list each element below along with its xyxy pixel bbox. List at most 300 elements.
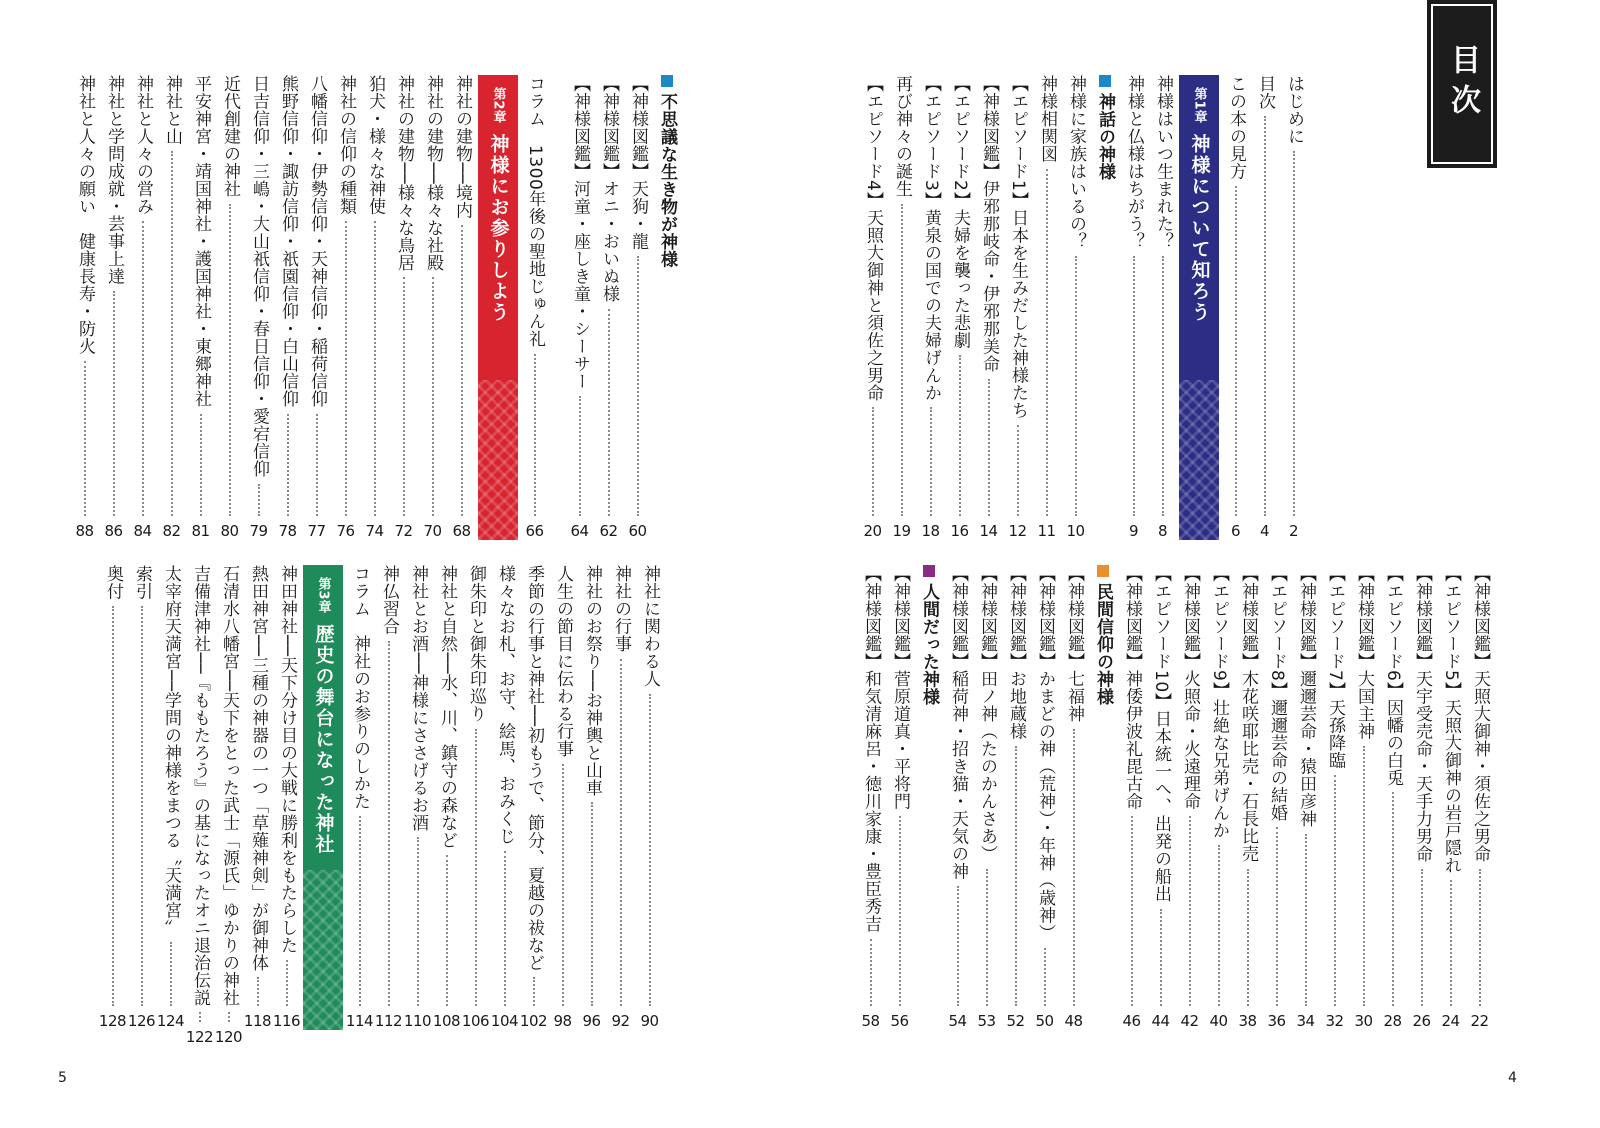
leader-dots [637,256,639,516]
toc-entry-page: 14 [979,522,998,540]
leader-dots [258,484,260,517]
toc-entry[interactable] [972,565,1001,1030]
toc-entry-title: 神社と学問成就・芸事上達 [104,75,124,285]
toc-entry[interactable] [1233,565,1262,1030]
toc-entry[interactable] [1175,565,1204,1030]
toc-entry-page: 114 [345,1012,374,1030]
page-number-right: 4 [1508,1070,1517,1086]
chapter-title: 歴史の舞台になった神社 [312,623,335,855]
toc-entry-page: 118 [243,1012,272,1030]
toc-block-right-top [858,75,1308,540]
toc-entry-title: 神社と人々の願い 健康長寿・防火 [75,75,95,355]
toc-entry-title: 【神様図鑑】天照大御神・須佐之男命 [1470,565,1490,863]
leader-dots [1363,746,1365,1006]
leader-dots [1131,816,1133,1006]
leader-dots [141,606,143,1006]
toc-entry-title: 【エピソード9】壮絶な兄弟げんか [1209,565,1229,839]
toc-entry-page: 126 [127,1012,156,1030]
toc-entry-page: 82 [162,522,181,540]
toc-entry-page: 10 [1066,522,1085,540]
leader-dots [1133,256,1135,516]
toc-entry-title: コラム 1300年後の聖地じゅん礼 [525,75,545,348]
toc-entry[interactable] [273,75,302,540]
toc-entry[interactable] [1146,565,1175,1030]
toc-entry-page: 40 [1209,1012,1228,1030]
toc-entry-title: 目次 [1255,75,1275,110]
toc-entry[interactable] [1279,75,1308,540]
section-title: 人間だった神様 [919,583,939,706]
toc-entry-title: 【神様図鑑】菅原道真・平将門 [890,565,910,810]
leader-dots [1162,256,1164,516]
toc-entry-page: 58 [861,1012,880,1030]
leader-dots [1189,816,1191,1006]
toc-entry-title: 神社と人々の営み [133,75,153,215]
toc-entry-title: 奥付 [103,565,123,600]
toc-entry-page: 122 [185,1028,214,1047]
toc-entry-title: 神田神社──天下分け目の大戦に勝利をもたらした [277,565,297,954]
toc-entry-title: 神社の行事 [611,565,631,653]
leader-dots [1392,792,1394,1006]
toc-entry-title: 太宰府天満宮──学問の神様をまつる〝天満宮〟 [161,565,181,937]
toc-entry[interactable] [490,565,519,1030]
chapter-number: 第1章 [1191,87,1207,124]
toc-entry[interactable] [1465,565,1494,1030]
chapter-banner[interactable] [1177,75,1221,540]
leader-dots [417,837,419,1006]
leader-dots [870,939,872,1007]
leader-dots [1017,425,1019,516]
toc-entry[interactable] [520,75,549,540]
toc-entry-page: 34 [1296,1012,1315,1030]
leader-dots [1075,256,1077,516]
toc-entry[interactable] [331,75,360,540]
leader-dots [170,942,172,1006]
toc-entry[interactable] [1250,75,1279,540]
leader-dots [461,225,463,516]
toc-entry-page: 56 [890,1012,909,1030]
toc-entry[interactable] [70,75,99,540]
toc-entry[interactable] [1148,75,1177,540]
leader-dots [1305,834,1307,1007]
leader-dots [957,886,959,1006]
leader-dots [287,414,289,517]
toc-entry[interactable] [1262,565,1291,1030]
section-marker-icon [923,565,935,577]
toc-entry-page: 54 [948,1012,967,1030]
toc-entry-page: 70 [423,522,442,540]
toc-entry-title: 【エピソード6】因幡の白兎 [1383,565,1403,787]
section-heading [1088,565,1117,1030]
toc-entry-title: 【神様図鑑】田ノ神（たのかんさあ） [977,565,997,863]
toc-entry-page: 80 [220,522,239,540]
toc-entry[interactable] [302,75,331,540]
section-heading [1090,75,1119,540]
section-heading [914,565,943,1030]
toc-entry-page: 124 [156,1012,185,1030]
toc-entry-page: 116 [272,1012,301,1030]
toc-entry[interactable] [635,565,664,1030]
toc-entry-title: 索引 [132,565,152,600]
toc-entry-title: 日吉信仰・三嶋・大山祇信仰・春日信仰・愛宕信仰 [249,75,269,478]
section-title: 不思議な生き物が神様 [657,93,677,268]
toc-entry-page: 50 [1035,1012,1054,1030]
toc-entry[interactable] [272,565,301,1030]
toc-entry-title: 狛犬・様々な神使 [365,75,385,215]
toc-entry-title: 再び神々の誕生 [892,75,912,198]
toc-entry-title: 平安神宮・靖国神社・護国神社・東郷神社 [191,75,211,408]
toc-entry[interactable] [418,75,447,540]
toc-entry[interactable] [243,565,272,1030]
toc-entry[interactable] [887,75,916,540]
toc-entry[interactable] [244,75,273,540]
leader-dots [200,414,202,517]
toc-entry-title: 【エピソード2】夫婦を襲った悲劇 [950,75,970,349]
chapter-banner[interactable] [476,75,520,540]
section-title: 民間信仰の神様 [1093,583,1113,706]
leader-dots [608,309,610,517]
toc-entry-title: 近代創建の神社 [220,75,240,198]
leader-dots [591,802,593,1006]
toc-entry-title: 神様と仏様はちがう？ [1124,75,1144,250]
toc-entry[interactable] [1436,565,1465,1030]
leader-dots [534,354,536,516]
toc-entry-page: 32 [1325,1012,1344,1030]
toc-entry[interactable] [215,75,244,540]
toc-entry-page: 62 [599,522,618,540]
toc-entry[interactable] [858,75,887,540]
toc-entry-page: 98 [553,1012,572,1030]
right-page [800,0,1600,1128]
toc-entry-page: 84 [133,522,152,540]
toc-entry-title: 神社と山 [162,75,182,145]
toc-entry[interactable] [606,565,635,1030]
leader-dots [229,204,231,517]
toc-entry[interactable] [128,75,157,540]
section-marker-icon [661,75,673,87]
toc-entry[interactable] [623,75,652,540]
toc-entry[interactable] [1291,565,1320,1030]
leader-dots [959,355,961,516]
section-marker-icon [1099,75,1111,87]
section-marker-icon [1097,565,1109,577]
toc-entry[interactable] [519,565,548,1030]
toc-entry-title: 【エピソード5】天照大御神の岩戸隠れ [1441,565,1461,874]
toc-entry-page: 90 [640,1012,659,1030]
leader-dots [562,764,564,1007]
leader-dots [1450,880,1452,1006]
toc-entry-title: はじめに [1284,75,1304,145]
toc-entry[interactable] [1001,565,1030,1030]
chapter-number: 第3章 [315,577,331,614]
toc-entry[interactable] [885,565,914,1030]
toc-entry-page: 19 [892,522,911,540]
leader-dots [1264,116,1266,516]
toc-entry-page: 112 [374,1012,403,1030]
toc-entry[interactable] [374,565,403,1030]
toc-entry-title: 【エピソード4】天照大御神と須佐之男命 [863,75,883,402]
toc-entry[interactable] [360,75,389,540]
page-number-left: 5 [58,1070,67,1086]
toc-entry-page: 2 [1288,522,1299,540]
toc-entry-title: 【エピソード1】日本を生みだした神様たち [1008,75,1028,419]
toc-entry-title: 神社の建物──様々な社殿 [423,75,443,272]
leader-dots [286,960,288,1006]
leader-dots [899,816,901,1006]
toc-entry-page: 26 [1412,1012,1431,1030]
toc-entry-title: 人生の節目に伝わる行事 [553,565,573,758]
toc-entry-title: 神社と自然──水、川、鎮守の森など [437,565,457,849]
toc-entry-page: 8 [1157,522,1168,540]
leader-dots [1479,869,1481,1007]
banner-pattern [478,380,518,540]
toc-entry-page: 60 [628,522,647,540]
toc-entry[interactable] [1204,565,1233,1030]
toc-entry-title: 【エピソード3】黄泉の国での夫婦げんか [921,75,941,402]
section-title: 神話の神様 [1095,93,1115,181]
toc-entry-title: 【神様図鑑】かまどの神（荒神）・年神（歳神） [1035,565,1055,942]
leader-dots [986,869,988,1007]
toc-entry-title: 神様に家族はいるの？ [1066,75,1086,250]
toc-entry-page: 128 [98,1012,127,1030]
toc-entry[interactable] [345,565,374,1030]
leader-dots [1073,729,1075,1007]
toc-block-right-bottom [856,565,1494,1030]
leader-dots [620,659,622,1007]
toc-entry-page: 36 [1267,1012,1286,1030]
toc-entry-page: 42 [1180,1012,1199,1030]
toc-entry-page: 106 [461,1012,490,1030]
toc-entry-page: 11 [1037,522,1056,540]
leader-dots [403,277,405,516]
chapter-title: 神様について知ろう [1188,133,1211,323]
toc-entry-page: 108 [432,1012,461,1030]
toc-entry[interactable] [1221,75,1250,540]
toc-entry-title: 【神様図鑑】伊邪那岐命・伊邪那美命 [979,75,999,373]
toc-entry[interactable] [1061,75,1090,540]
leader-dots [316,414,318,517]
toc-entry-title: 【神様図鑑】火照命・火遠理命 [1180,565,1200,810]
toc-entry[interactable] [856,565,885,1030]
toc-entry[interactable] [461,565,490,1030]
toc-entry-page: 30 [1354,1012,1373,1030]
toc-entry-page: 46 [1122,1012,1141,1030]
toc-entry-title: 【神様図鑑】七福神 [1064,565,1084,723]
toc-entry[interactable] [577,565,606,1030]
toc-entry-page: 72 [394,522,413,540]
toc-entry[interactable] [157,75,186,540]
toc-entry-page: 81 [191,522,210,540]
leader-dots [533,977,535,1006]
toc-entry-page: 16 [950,522,969,540]
leader-dots [1293,151,1295,516]
toc-entry-page: 64 [570,522,589,540]
toc-entry-title: 石清水八幡宮──天下をとった武士「源氏」ゆかりの神社 [219,565,239,1007]
toc-entry-page: 68 [452,522,471,540]
toc-entry[interactable] [186,75,215,540]
toc-entry-title: 【神様図鑑】大国主神 [1354,565,1374,740]
toc-entry-page: 12 [1008,522,1027,540]
leader-dots [579,396,581,516]
leader-dots [84,361,86,516]
toc-entry[interactable] [447,75,476,540]
leader-dots [345,221,347,516]
toc-entry-title: 神社の信仰の種類 [336,75,356,215]
leader-dots [446,855,448,1006]
toc-entry-title: 【神様図鑑】稲荷神・招き猫・天気の神 [948,565,968,880]
toc-entry-page: 96 [582,1012,601,1030]
leader-dots [228,1012,230,1022]
toc-entry[interactable] [99,75,128,540]
banner-pattern [303,870,343,1030]
toc-entry-title: 様々なお札、お守、絵馬、おみくじ [495,565,515,845]
leader-dots [432,277,434,516]
toc-entry-title: 神社に関わる人 [640,565,660,688]
leader-dots [171,151,173,516]
leader-dots [1218,845,1220,1006]
leader-dots [1015,746,1017,1006]
toc-entry-page: 77 [307,522,326,540]
leader-dots [113,291,115,516]
leader-dots [1276,827,1278,1006]
toc-entry-page: 102 [519,1012,548,1030]
leader-dots [504,851,506,1006]
toc-entry-page: 48 [1064,1012,1083,1030]
chapter-banner[interactable] [301,565,345,1030]
toc-entry-page: 120 [214,1028,243,1047]
toc-block-left-top [70,75,681,540]
banner-pattern [1179,380,1219,540]
toc-entry-page: 88 [75,522,94,540]
toc-entry-title: 【エピソード7】天孫降臨 [1325,565,1345,769]
toc-entry-page: 18 [921,522,940,540]
toc-entry[interactable] [565,75,594,540]
leader-dots [1421,869,1423,1007]
toc-entry-page: 20 [863,522,882,540]
toc-entry[interactable] [214,565,243,1047]
toc-entry[interactable] [98,565,127,1030]
toc-entry-page: 38 [1238,1012,1257,1030]
toc-entry-title: 熊野信仰・諏訪信仰・祇園信仰・白山信仰 [278,75,298,408]
toc-entry[interactable] [594,75,623,540]
section-heading [652,75,681,540]
leader-dots [1160,909,1162,1006]
toc-entry-page: 4 [1259,522,1270,540]
leader-dots [1235,186,1237,516]
toc-entry-page: 6 [1230,522,1241,540]
toc-entry-title: 神社の建物──様々な鳥居 [394,75,414,272]
leader-dots [1334,775,1336,1006]
leader-dots [1044,948,1046,1007]
toc-entry-page: 86 [104,522,123,540]
toc-entry-title: 神様相関図 [1037,75,1057,163]
toc-entry-title: 吉備津神社──『ももたろう』の基になったオニ退治伝説 [190,565,210,1007]
leader-dots [142,221,144,516]
toc-entry[interactable] [127,565,156,1030]
toc-entry-page: 104 [490,1012,519,1030]
toc-entry-page: 76 [336,522,355,540]
toc-entry-title: コラム 神社のお参りのしかた [350,565,370,810]
toc-entry[interactable] [548,565,577,1030]
toc-entry[interactable] [945,75,974,540]
toc-entry-page: 79 [249,522,268,540]
toc-entry-title: 季節の行事と神社──初もうで、節分、夏越の祓など [524,565,544,972]
toc-entry-title: 【神様図鑑】邇邇芸命・猿田彦神 [1296,565,1316,828]
leader-dots [374,221,376,516]
toc-entry[interactable] [432,565,461,1030]
toc-entry[interactable] [1059,565,1088,1030]
toc-entry[interactable] [1407,565,1436,1030]
toc-entry[interactable] [943,565,972,1030]
toc-entry-title: 神仏習合 [379,565,399,635]
leader-dots [112,606,114,1006]
toc-entry-page: 92 [611,1012,630,1030]
toc-entry-page: 66 [525,522,544,540]
toc-entry[interactable] [916,75,945,540]
toc-entry[interactable] [1119,75,1148,540]
toc-entry-title: 【神様図鑑】オニ・おいぬ様 [599,75,619,303]
toc-entry-page: 9 [1128,522,1139,540]
leader-dots [649,694,651,1007]
toc-entry-page: 24 [1441,1012,1460,1030]
leader-dots [1046,169,1048,517]
toc-entry[interactable] [1117,565,1146,1030]
toc-entry-title: 【神様図鑑】和気清麻呂・徳川家康・豊臣秀吉 [861,565,881,933]
toc-entry[interactable] [403,565,432,1030]
toc-entry-page: 22 [1470,1012,1489,1030]
toc-entry-title: 神様はいつ生まれた？ [1153,75,1173,250]
toc-entry[interactable] [1320,565,1349,1030]
toc-entry-title: 神社のお祭り──お神輿と山車 [582,565,602,797]
toc-entry-title: 御朱印と御朱印巡り [466,565,486,723]
toc-entry[interactable] [389,75,418,540]
toc-entry[interactable] [1030,565,1059,1030]
toc-entry-page: 44 [1151,1012,1170,1030]
toc-entry[interactable] [1003,75,1032,540]
leader-dots [199,1012,201,1022]
toc-entry-title: 【神様図鑑】天宇受売命・天手力男命 [1412,565,1432,863]
toc-entry[interactable] [1378,565,1407,1030]
toc-entry-title: 【神様図鑑】天狗・龍 [628,75,648,250]
leader-dots [901,204,903,517]
toc-entry-page: 53 [977,1012,996,1030]
toc-entry-title: 神社の建物──境内 [452,75,472,219]
toc-entry[interactable] [1349,565,1378,1030]
toc-entry-page: 74 [365,522,384,540]
toc-entry[interactable] [974,75,1003,540]
toc-entry-page: 52 [1006,1012,1025,1030]
toc-entry-title: 【神様図鑑】河童・座しき童・シーサー [570,75,590,390]
leader-dots [1247,869,1249,1007]
toc-entry-title: 【神様図鑑】神倭伊波礼毘古命 [1122,565,1142,810]
toc-entry-title: 八幡信仰・伊勢信仰・天神信仰・稲荷信仰 [307,75,327,408]
toc-entry-title: 【神様図鑑】木花咲耶比売・石長比売 [1238,565,1258,863]
leader-dots [872,407,874,516]
toc-entry-page: 28 [1383,1012,1402,1030]
leader-dots [359,816,361,1006]
toc-entry-title: この本の見方 [1226,75,1246,180]
toc-entry-page: 78 [278,522,297,540]
toc-title-badge: 目次 [1427,0,1497,168]
leader-dots [388,641,390,1006]
toc-entry[interactable] [156,565,185,1030]
toc-entry[interactable] [1032,75,1061,540]
chapter-number: 第2章 [490,87,506,124]
toc-entry-title: 【エピソード8】邇邇芸命の結婚 [1267,565,1287,822]
chapter-title: 神様にお参りしよう [487,133,510,323]
toc-entry-title: 【神様図鑑】お地蔵様 [1006,565,1026,740]
toc-entry[interactable] [185,565,214,1047]
leader-dots [988,379,990,517]
